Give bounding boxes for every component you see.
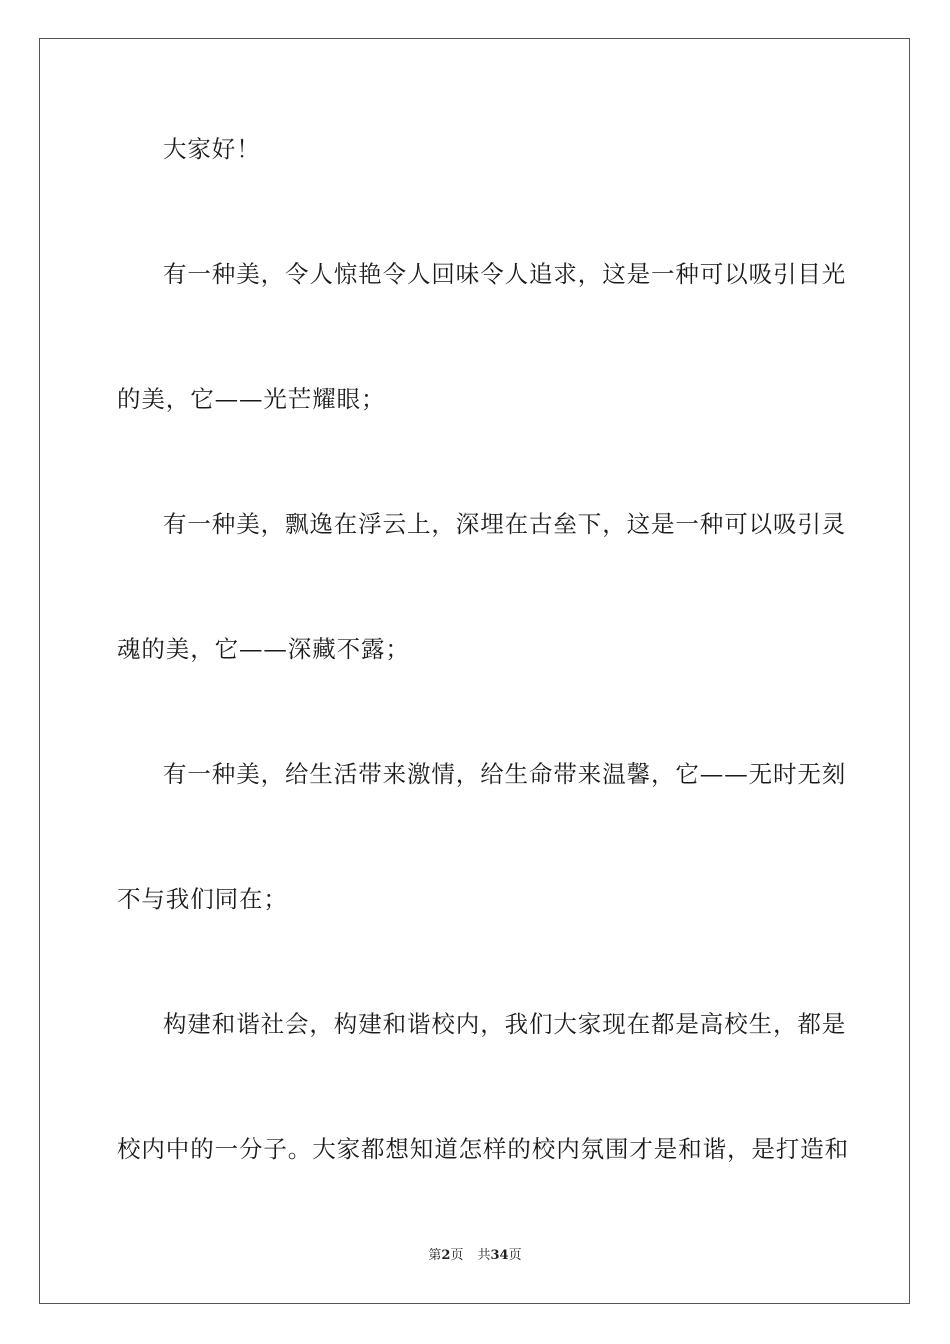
- page-prefix: 第: [428, 1248, 442, 1263]
- paragraph-1-line-1: 有一种美，令人惊艳令人回味令人追求，这是一种可以吸引目光: [163, 260, 847, 288]
- paragraph-4-line-2: 校内中的一分子。大家都想知道怎样的校内氛围才是和谐，是打造和: [117, 1135, 849, 1163]
- total-prefix: 共: [477, 1248, 491, 1263]
- total-suffix: 页: [508, 1248, 522, 1263]
- page-suffix: 页: [450, 1248, 464, 1263]
- paragraph-4-line-1: 构建和谐社会，构建和谐校内，我们大家现在都是高校生，都是: [163, 1010, 847, 1038]
- page-footer: [0, 1244, 950, 1263]
- current-page-number: 2: [441, 1248, 451, 1263]
- paragraph-3-line-1: 有一种美，给生活带来激情，给生命带来温馨，它——无时无刻: [163, 760, 847, 788]
- page-border: [39, 38, 910, 1304]
- paragraph-2-line-2: 魂的美，它——深藏不露；: [117, 635, 410, 663]
- paragraph-1-line-2: 的美，它——光芒耀眼；: [117, 385, 386, 413]
- paragraph-2-line-1: 有一种美，飘逸在浮云上，深埋在古垒下，这是一种可以吸引灵: [163, 510, 847, 538]
- greeting-line: 大家好！: [163, 135, 261, 163]
- total-page-count: 34: [490, 1248, 509, 1263]
- paragraph-3-line-2: 不与我们同在；: [117, 885, 288, 913]
